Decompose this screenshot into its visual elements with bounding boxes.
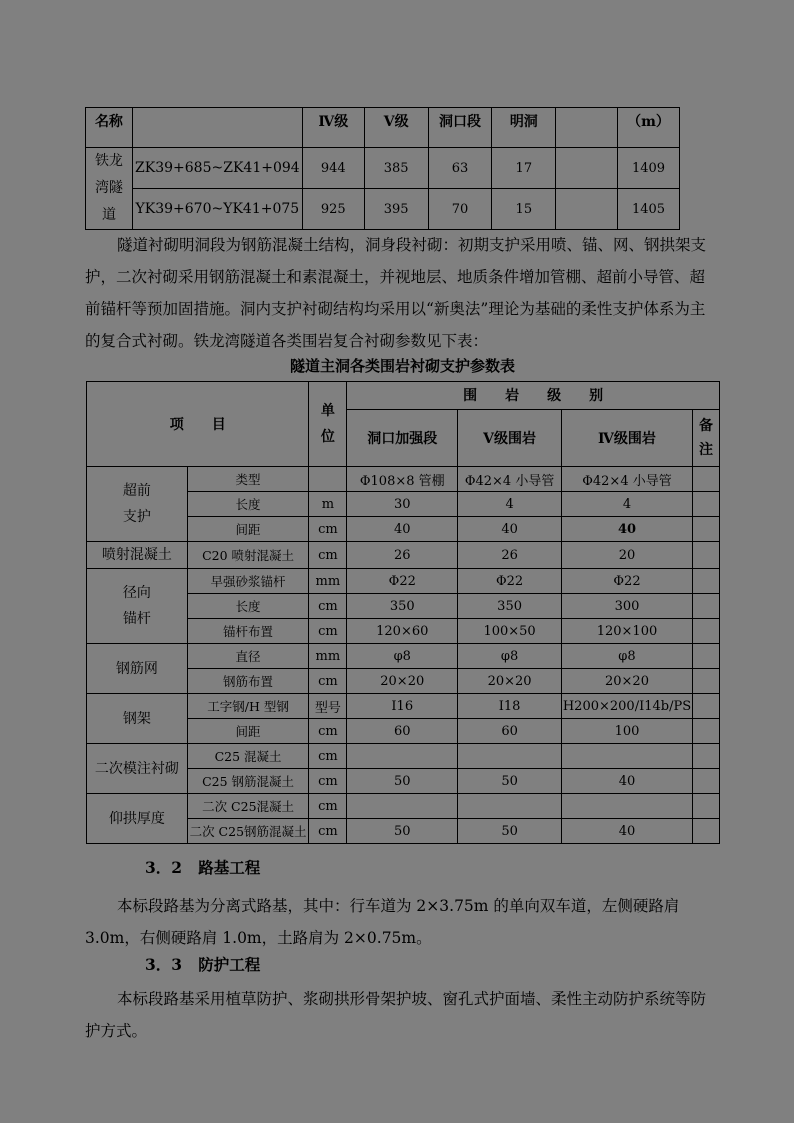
note-cell — [692, 492, 719, 517]
sub-item-cell: C25 混凝土 — [187, 744, 309, 769]
value-cell: 40 — [562, 819, 693, 844]
unit-cell: cm — [309, 619, 347, 644]
note-cell — [692, 769, 719, 794]
note-cell — [692, 794, 719, 819]
mileage-cell: ZK39+685~ZK41+094 — [132, 148, 302, 189]
column-header: Ⅴ级围岩 — [458, 409, 562, 466]
note-cell — [692, 594, 719, 619]
value-cell — [458, 744, 562, 769]
group-label-cell — [87, 644, 188, 694]
column-header: Ⅳ级围岩 — [562, 409, 693, 466]
note-cell — [692, 467, 719, 492]
value-cell: 20×20 — [458, 669, 562, 694]
value-cell — [562, 794, 693, 819]
note-cell — [692, 819, 719, 844]
value-cell: I18 — [458, 694, 562, 719]
value-cell: 26 — [458, 542, 562, 569]
sub-item-cell: 工字钢/H 型钢 — [187, 694, 309, 719]
value-cell: 4 — [562, 492, 693, 517]
value-cell: 15 — [492, 189, 556, 230]
value-cell: 60 — [347, 719, 458, 744]
value-cell: 40 — [347, 517, 458, 542]
header-cell: Ⅳ级 — [302, 108, 364, 148]
unit-cell: cm — [309, 744, 347, 769]
value-cell: 120×100 — [562, 619, 693, 644]
sub-item-cell: 早强砂浆锚杆 — [187, 569, 309, 594]
value-cell: 300 — [562, 594, 693, 619]
value-cell: 50 — [458, 819, 562, 844]
group-label-line: 钢筋网 — [115, 660, 158, 677]
section-title: 防护工程 — [198, 955, 261, 974]
value-cell: 50 — [347, 769, 458, 794]
section-number: 3．3 — [145, 955, 183, 974]
group-label-line: 径向 — [122, 585, 151, 601]
unit-cell: 型号 — [309, 694, 347, 719]
value-cell: 40 — [562, 769, 693, 794]
value-cell: 944 — [302, 148, 364, 189]
value-cell: 395 — [364, 189, 428, 230]
sub-item-cell: 类型 — [187, 467, 309, 492]
unit-cell: cm — [309, 594, 347, 619]
note-cell — [692, 644, 719, 669]
value-cell: 26 — [347, 542, 458, 569]
value-cell: 63 — [428, 148, 492, 189]
roadbed-paragraph: 本标段路基为分离式路基，其中：行车道为 2×3.75m 的单向双车道，左侧硬路肩 3.0m，右侧硬路肩 1.0m，土路肩为 2×0.75m。 — [85, 897, 680, 947]
table-row — [87, 694, 720, 719]
unit-cell: mm — [309, 644, 347, 669]
value-cell — [458, 794, 562, 819]
value-cell: 20 — [562, 542, 693, 569]
value-cell: 20×20 — [347, 669, 458, 694]
header-cell: （m） — [618, 108, 680, 148]
value-cell: H200×200/I14b/PS — [562, 694, 693, 719]
group-label-cell — [87, 744, 188, 794]
table-row — [87, 569, 720, 594]
group-label-line: 仰拱厚度 — [108, 810, 165, 827]
note-cell — [692, 542, 719, 569]
group-label-line: 支护 — [122, 509, 151, 525]
table-row — [86, 148, 680, 189]
item-header: 项 目 — [87, 382, 309, 467]
value-cell: 4 — [458, 492, 562, 517]
value-cell: Φ22 — [458, 569, 562, 594]
table-row — [87, 644, 720, 669]
protection-paragraph: 本标段路基采用植草防护、浆砌拱形骨架护坡、窗孔式护面墙、柔性主动防护系统等防护方式。 — [85, 990, 707, 1040]
sub-item-cell: 直径 — [187, 644, 309, 669]
value-cell: 100×50 — [458, 619, 562, 644]
group-label-line: 锚杆 — [122, 611, 151, 627]
value-cell: 20×20 — [562, 669, 693, 694]
value-cell: 50 — [458, 769, 562, 794]
value-cell: Φ22 — [347, 569, 458, 594]
value-cell — [556, 189, 618, 230]
value-cell: 60 — [458, 719, 562, 744]
section-title: 路基工程 — [198, 858, 261, 877]
unit-cell: cm — [309, 794, 347, 819]
sub-item-cell: 间距 — [187, 517, 309, 542]
tunnel-name-line: 道 — [101, 207, 116, 223]
table-row — [87, 467, 720, 492]
unit-cell: cm — [309, 819, 347, 844]
value-cell: 385 — [364, 148, 428, 189]
rock-grade-header: 围 岩 级 别 — [347, 382, 720, 410]
value-cell: Φ42×4 小导管 — [458, 467, 562, 492]
section-heading-3-2 — [145, 856, 260, 878]
table-header-row — [86, 108, 680, 148]
note-cell — [692, 694, 719, 719]
unit-header-line: 位 — [320, 429, 335, 445]
sub-item-cell: 长度 — [187, 492, 309, 517]
value-cell: 40 — [562, 517, 693, 542]
unit-header-line: 单 — [320, 403, 335, 419]
sub-item-cell: 二次 C25混凝土 — [187, 794, 309, 819]
value-cell: I16 — [347, 694, 458, 719]
group-label-line: 钢架 — [122, 710, 151, 727]
group-label-cell — [87, 794, 188, 844]
group-label-line: 喷射混凝土 — [101, 547, 172, 563]
note-header-line: 注 — [698, 441, 713, 458]
note-header-line: 备 — [698, 417, 713, 434]
note-cell — [692, 744, 719, 769]
note-cell — [692, 719, 719, 744]
header-cell — [132, 108, 302, 148]
sub-item-cell: 二次 C25钢筋混凝土 — [187, 819, 309, 844]
lining-description-paragraph: 隧道衬砌明洞段为钢筋混凝土结构，洞身段衬砌：初期支护采用喷、锚、网、钢拱架支护，二次衬砌采用钢筋混凝土和素混凝土，并视地层、地质条件增加管棚、超前小导管、超前锚杆等预加固措施。洞内支护衬砌结构均采用以“新奥法”理论为基础的柔性支护体系为主的复合式衬砌。铁龙湾隧道各类围岩复合衬砌参数见下表： — [85, 236, 707, 350]
value-cell: 70 — [428, 189, 492, 230]
value-cell — [347, 744, 458, 769]
value-cell: 120×60 — [347, 619, 458, 644]
table-row — [87, 794, 720, 819]
group-label-cell — [87, 569, 188, 644]
note-cell — [692, 619, 719, 644]
value-cell: 17 — [492, 148, 556, 189]
note-cell — [692, 669, 719, 694]
unit-cell: cm — [309, 719, 347, 744]
tunnel-length-table — [85, 107, 680, 230]
value-cell: 30 — [347, 492, 458, 517]
sub-item-cell: C25 钢筋混凝土 — [187, 769, 309, 794]
group-label-cell — [87, 542, 188, 569]
table-row — [87, 542, 720, 569]
unit-cell: cm — [309, 517, 347, 542]
value-cell: 1409 — [618, 148, 680, 189]
value-cell — [347, 794, 458, 819]
value-cell — [562, 744, 693, 769]
value-cell: 350 — [458, 594, 562, 619]
note-header — [692, 409, 719, 466]
value-cell: Φ22 — [562, 569, 693, 594]
group-label-line: 超前 — [122, 483, 151, 499]
value-cell — [556, 148, 618, 189]
unit-cell: cm — [309, 769, 347, 794]
header-cell — [556, 108, 618, 148]
value-cell: Φ42×4 小导管 — [562, 467, 693, 492]
value-cell: 925 — [302, 189, 364, 230]
mileage-cell: YK39+670~YK41+075 — [132, 189, 302, 230]
group-label-cell — [87, 694, 188, 744]
header-cell: 洞口段 — [428, 108, 492, 148]
header-cell: 明洞 — [492, 108, 556, 148]
value-cell: 350 — [347, 594, 458, 619]
note-cell — [692, 517, 719, 542]
section-heading-3-3 — [145, 953, 260, 975]
value-cell: 50 — [347, 819, 458, 844]
section-number: 3．2 — [145, 858, 183, 877]
unit-cell: mm — [309, 569, 347, 594]
note-cell — [692, 569, 719, 594]
column-header: 洞口加强段 — [347, 409, 458, 466]
unit-cell — [309, 467, 347, 492]
unit-header — [309, 382, 347, 467]
table-header-row — [87, 382, 720, 410]
value-cell: 1405 — [618, 189, 680, 230]
value-cell: 40 — [458, 517, 562, 542]
table-row — [87, 744, 720, 769]
lining-parameter-table — [86, 381, 720, 844]
group-label-line: 二次模注衬砌 — [94, 760, 179, 777]
sub-item-cell: 长度 — [187, 594, 309, 619]
header-cell: Ⅴ级 — [364, 108, 428, 148]
value-cell: Φ108×8 管棚 — [347, 467, 458, 492]
sub-item-cell: C20 喷射混凝土 — [187, 542, 309, 569]
unit-cell: cm — [309, 669, 347, 694]
value-cell: φ8 — [562, 644, 693, 669]
tunnel-name-line: 铁龙 — [94, 153, 123, 169]
value-cell: φ8 — [458, 644, 562, 669]
header-cell: 名称 — [86, 108, 133, 148]
value-cell: 100 — [562, 719, 693, 744]
sub-item-cell: 锚杆布置 — [187, 619, 309, 644]
table-row — [86, 189, 680, 230]
group-label-cell — [87, 467, 188, 542]
tunnel-name-line: 湾隧 — [94, 180, 123, 196]
unit-cell: cm — [309, 542, 347, 569]
tunnel-name-cell — [86, 148, 133, 230]
unit-cell: m — [309, 492, 347, 517]
table-title: 隧道主洞各类围岩衬砌支护参数表 — [289, 357, 515, 375]
sub-item-cell: 钢筋布置 — [187, 669, 309, 694]
value-cell: φ8 — [347, 644, 458, 669]
sub-item-cell: 间距 — [187, 719, 309, 744]
